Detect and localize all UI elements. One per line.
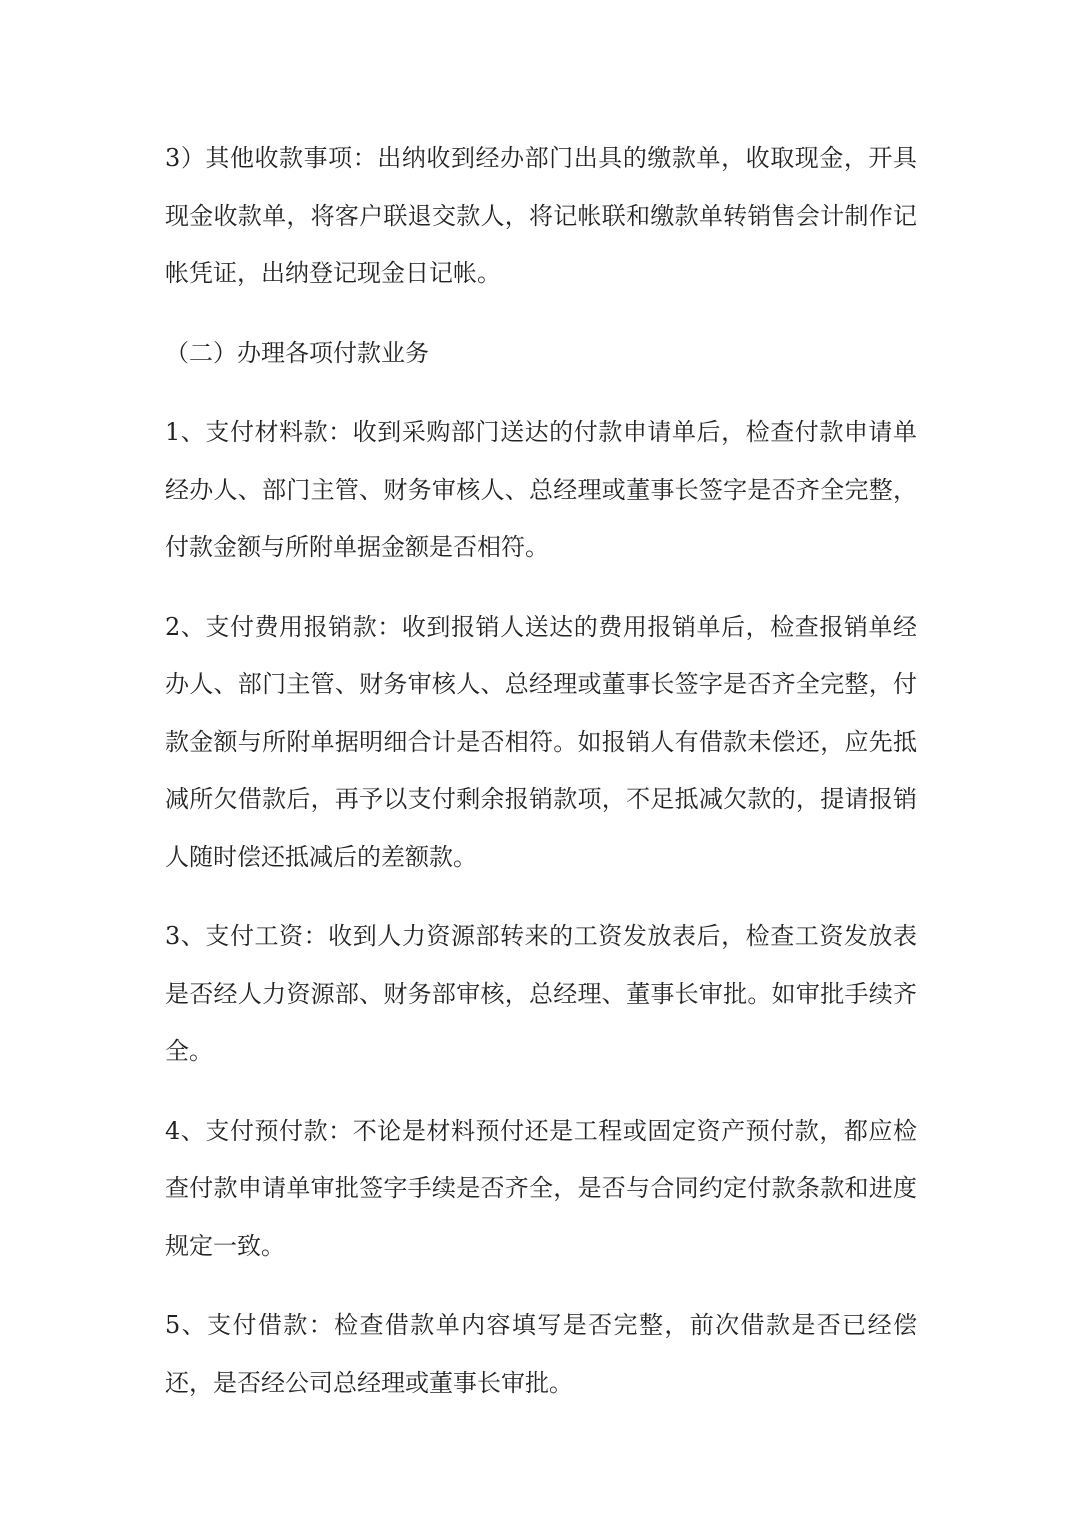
paragraph-prepayment: 4、支付预付款：不论是材料预付还是工程或固定资产预付款，都应检查付款申请单审批签字手续是否齐全，是否与合同约定付款条款和进度规定一致。: [165, 1116, 917, 1260]
paragraph-salary-payment: 3、支付工资：收到人力资源部转来的工资发放表后，检查工资发放表是否经人力资源部、财务部审核，总经理、董事长审批。如审批手续齐全。: [165, 922, 917, 1065]
section-heading-payments: （二）办理各项付款业务: [165, 338, 429, 367]
paragraph-other-receipts: 3）其他收款事项：出纳收到经办部门出具的缴款单，收取现金，开具现金收款单，将客户联退交款人，将记帐联和缴款单转销售会计制作记帐凭证，出纳登记现金日记帐。: [165, 144, 917, 287]
paragraph-material-payment: 1、支付材料款：收到采购部门送达的付款申请单后，检查付款申请单经办人、部门主管、财务审核人、总经理或董事长签字是否齐全完整，付款金额与所附单据金额是否相符。: [165, 418, 917, 561]
paragraph-loan-payment: 5、支付借款：检查借款单内容填写是否完整，前次借款是否已经偿还，是否经公司总经理或董事长审批。: [165, 1311, 917, 1397]
document-body: [165, 130, 917, 1434]
paragraph-expense-reimbursement: 2、支付费用报销款：收到报销人送达的费用报销单后，检查报销单经办人、部门主管、财务审核人、总经理或董事长签字是否齐全完整，付款金额与所附单据明细合计是否相符。如报销人有借款未偿还，应先抵减所欠借款后，再予以支付剩余报销款项，不足抵减欠款的，提请报销人随时偿还抵减后的差额款。: [165, 612, 917, 871]
